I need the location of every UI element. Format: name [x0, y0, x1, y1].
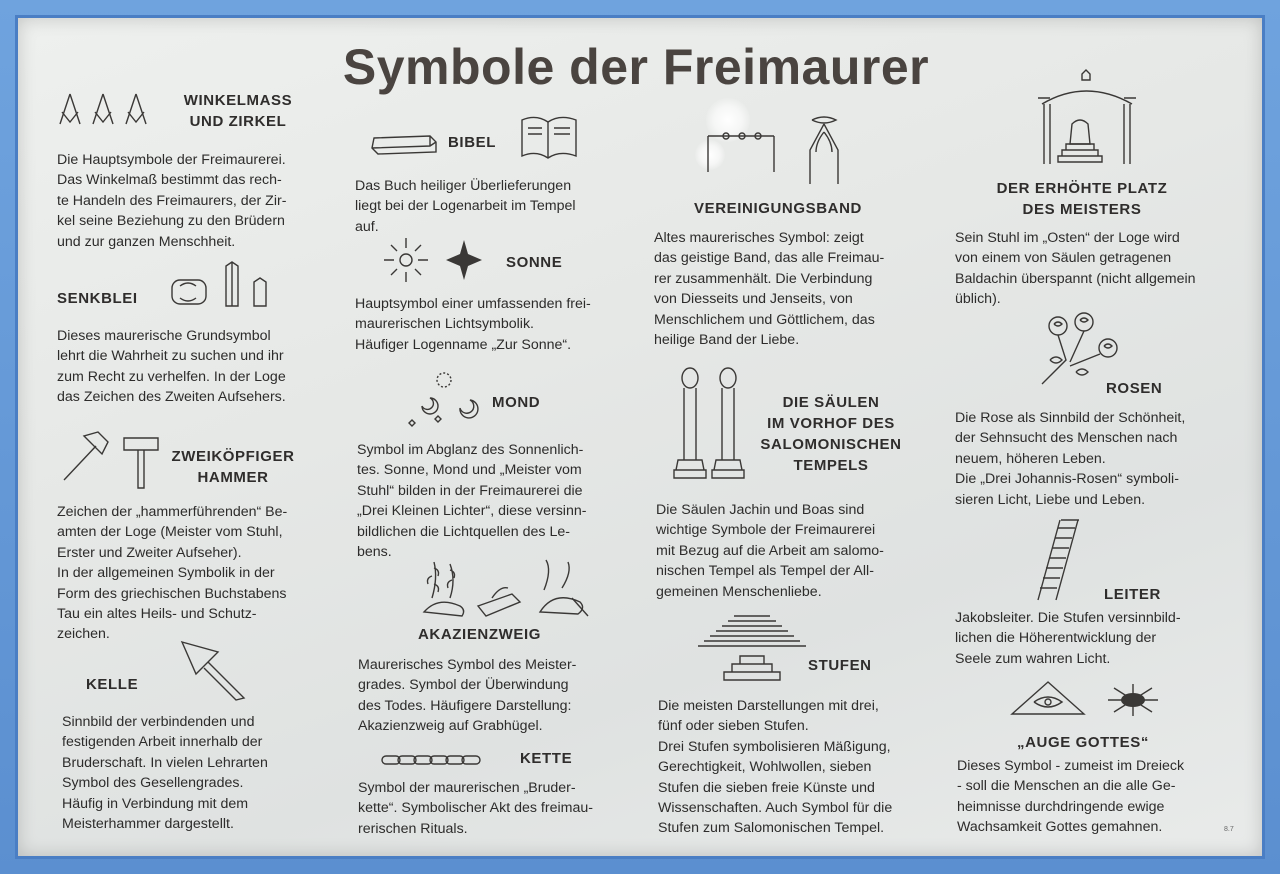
board-title: Symbole der Freimaurer	[342, 39, 930, 95]
union-band-icon	[698, 114, 858, 194]
plumb-line-icon	[168, 260, 278, 316]
double-headed-hammer-icon	[58, 428, 168, 494]
square-and-compass-icon	[56, 90, 166, 130]
text-bibel: Das Buch heiliger Überlieferungen liegt bei der Logenarbeit im Tempel auf.	[355, 178, 576, 235]
text-rosen: Die Rose als Sinnbild der Schönheit, der Sehnsucht des Menschen nach neuem, höheren Leben. Die „Drei Johannis-Rosen“ symboli- sieren Licht, Liebe und Leben.	[955, 410, 1186, 508]
text-kette: Symbol der maurerischen „Bruder- kette“. Symbolischer Akt des freimau- rerischen Rituals.	[358, 780, 593, 837]
text-hammer: Zeichen der „hammerführenden“ Be- amten der Loge (Meister vom Stuhl, Erster und Zweiter Aufseher). In der allgemeinen Symbolik in der Form des griechischen Buchstabens Tau ein altes Heils- und Schutz- zeichen.	[57, 504, 288, 643]
text-winkelmass: Die Hauptsymbole der Freimaurerei. Das Winkelmaß bestimmt das rech- te Handeln des Freimaurers, der Zir- kel seine Beziehung zu den Brüdern und zur ganzen Menschheit.	[57, 152, 287, 250]
exhibit-board	[18, 18, 1262, 856]
heading-mond: MOND	[492, 394, 541, 411]
acacia-branch-icon	[420, 558, 592, 622]
text-kelle: Sinnbild der verbindenden und festigenden Arbeit innerhalb der Bruderschaft. In vielen Lehrarten Symbol des Gesellengrades. Häufig in Verbindung mit dem Meisterhammer dargestellt.	[62, 714, 268, 833]
heading-hammer: ZWEIKÖPFIGER HAMMER	[171, 448, 295, 486]
heading-auge: „AUGE GOTTES“	[1017, 734, 1149, 751]
heading-band: VEREINIGUNGSBAND	[694, 200, 862, 217]
heading-rosen: ROSEN	[1106, 380, 1163, 397]
text-leiter: Jakobsleiter. Die Stufen versinnbild- lichen die Höherentwicklung der Seele zum wahren Licht.	[955, 610, 1181, 667]
ladder-icon	[1034, 516, 1100, 604]
text-mond: Symbol im Abglanz des Sonnenlich- tes. Sonne, Mond und „Meister vom Stuhl“ bilden in der Freimaurerei die „Drei Kleinen Lichter“, diese versinn- bildlichen die Lichtquellen des Le- bens.	[357, 442, 587, 561]
heading-leiter: LEITER	[1104, 586, 1161, 603]
text-band: Altes maurerisches Symbol: zeigt das geistige Band, das alle Freimau- rer zusammenhält. Die Verbindung von Diesseits und Jenseits, von Menschlichem und Göttlichem, das heilige Band der Liebe.	[654, 230, 885, 349]
moon-and-stars-icon	[408, 368, 478, 434]
heading-kelle: KELLE	[86, 676, 139, 693]
text-akazie: Maurerisches Symbol des Meister- grades. Symbol der Überwindung des Todes. Häufigere Darstellung: Akazienzweig auf Grabhügel.	[358, 657, 577, 735]
heading-saeulen: DIE SÄULEN IM VORHOF DES SALOMONISCHEN TEMPELS	[760, 394, 902, 474]
heading-platz: DER ERHÖHTE PLATZ DES MEISTERS	[996, 180, 1168, 218]
open-book-icon	[518, 112, 580, 164]
text-stufen: Die meisten Darstellungen mit drei, fünf oder sieben Stufen. Drei Stufen symbolisieren Mäßigung, Gerechtigkeit, Wohlwollen, sieben Stufen die sieben freie Künste und Wissenschaften. Auch Symbol für die Stufen zum Salomonischen Tempel.	[658, 698, 893, 837]
text-saeulen: Die Säulen Jachin und Boas sind wichtige Symbole der Freimaurerei mit Bezug auf die Arbeit am salomo- nischen Tempel als Tempel der All- gemeinen Menschenliebe.	[656, 502, 884, 600]
sun-icon	[382, 234, 492, 288]
eye-of-god-icon	[1008, 678, 1168, 722]
heading-sonne: SONNE	[506, 254, 563, 271]
text-auge: Dieses Symbol - zumeist im Dreieck - soll die Menschen an die alle Ge- heimnisse durchdringende ewige Wachsamkeit Gottes gemahnen.	[957, 758, 1185, 836]
roses-icon	[1036, 310, 1126, 388]
heading-kette: KETTE	[520, 750, 573, 767]
trowel-icon	[178, 638, 248, 704]
text-senkblei: Dieses maurerische Grundsymbol lehrt die Wahrheit zu suchen und ihr zum Recht zu verhelfen. In der Loge das Zeichen des Zweiten Aufsehers.	[57, 328, 286, 406]
canopy-throne-icon	[1032, 68, 1142, 168]
heading-senkblei: SENKBLEI	[57, 290, 138, 307]
closed-book-icon	[370, 130, 440, 160]
steps-icon	[694, 612, 812, 684]
heading-akazie: AKAZIENZWEIG	[418, 626, 542, 643]
twin-pillars-icon	[672, 366, 752, 484]
text-platz: Sein Stuhl im „Osten“ der Loge wird von einem von Säulen getragenen Baldachin überspannt (nicht allgemein üblich).	[955, 230, 1196, 308]
heading-bibel: BIBEL	[448, 134, 496, 151]
corner-mark: 8.7	[1224, 826, 1234, 833]
text-sonne: Hauptsymbol einer umfassenden frei- maurerischen Lichtsymbolik. Häufiger Logenname „Zur Sonne“.	[355, 296, 591, 353]
heading-winkelmass: WINKELMASS UND ZIRKEL	[183, 92, 293, 130]
chain-icon	[380, 752, 490, 768]
heading-stufen: STUFEN	[808, 657, 872, 674]
